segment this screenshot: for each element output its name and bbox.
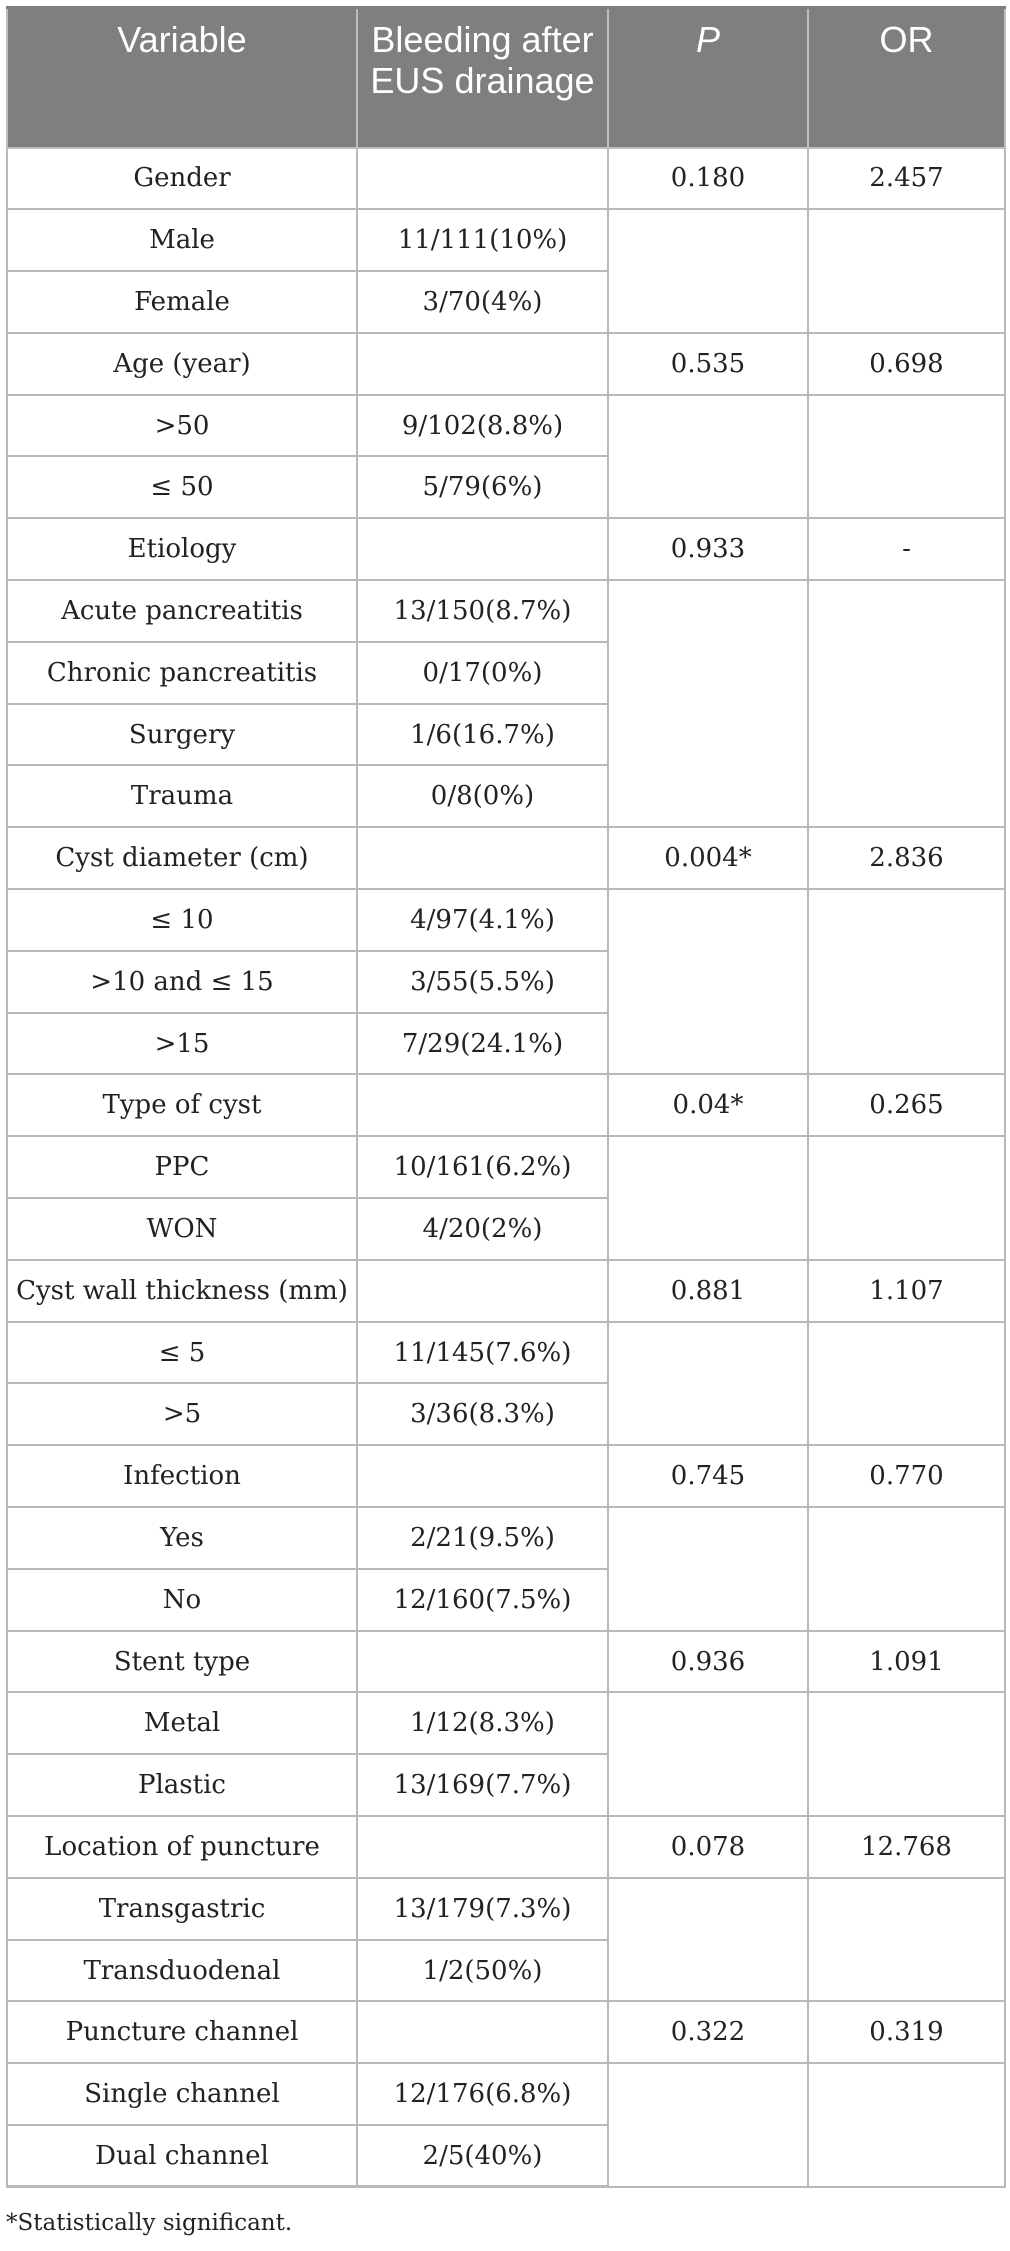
table-body xyxy=(7,148,1005,2187)
bleeding-count-cell: 2/21(9.5%) xyxy=(357,1507,608,1569)
variable-cell: Stent type xyxy=(7,1631,357,1693)
table-row xyxy=(7,1260,1005,1322)
table-subrow xyxy=(7,2063,1005,2125)
variable-cell: Location of puncture xyxy=(7,1816,357,1878)
p-empty-cell xyxy=(608,1692,808,1816)
table-subrow xyxy=(7,889,1005,951)
p-value-cell: 0.933 xyxy=(608,518,808,580)
bleeding-cell xyxy=(357,1631,608,1693)
variable-cell: Type of cyst xyxy=(7,1074,357,1136)
p-value-cell: 0.535 xyxy=(608,333,808,395)
odds-ratio-cell: 0.265 xyxy=(808,1074,1005,1136)
variable-cell: Cyst wall thickness (mm) xyxy=(7,1260,357,1322)
variable-cell: Puncture channel xyxy=(7,2001,357,2063)
variable-cell: Infection xyxy=(7,1445,357,1507)
category-cell: Chronic pancreatitis xyxy=(7,642,357,704)
table-row xyxy=(7,148,1005,210)
bleeding-count-cell: 1/12(8.3%) xyxy=(357,1692,608,1754)
bleeding-count-cell: 5/79(6%) xyxy=(357,456,608,518)
category-cell: >15 xyxy=(7,1013,357,1075)
category-cell: ≤ 5 xyxy=(7,1322,357,1384)
variable-cell: Gender xyxy=(7,148,357,210)
table-subrow xyxy=(7,1692,1005,1754)
bleeding-count-cell: 13/179(7.3%) xyxy=(357,1878,608,1940)
odds-ratio-cell: 0.770 xyxy=(808,1445,1005,1507)
p-value-cell: 0.180 xyxy=(608,148,808,210)
or-empty-cell xyxy=(808,209,1005,333)
table-row xyxy=(7,827,1005,889)
results-table-container xyxy=(6,6,1004,2188)
table-row xyxy=(7,1631,1005,1693)
p-value-cell: 0.881 xyxy=(608,1260,808,1322)
table-row xyxy=(7,1445,1005,1507)
category-cell: WON xyxy=(7,1198,357,1260)
category-cell: >50 xyxy=(7,395,357,457)
bleeding-count-cell: 4/97(4.1%) xyxy=(357,889,608,951)
odds-ratio-cell: 12.768 xyxy=(808,1816,1005,1878)
category-cell: PPC xyxy=(7,1136,357,1198)
table-row xyxy=(7,1816,1005,1878)
p-empty-cell xyxy=(608,1878,808,2002)
bleeding-count-cell: 4/20(2%) xyxy=(357,1198,608,1260)
bleeding-cell xyxy=(357,1445,608,1507)
results-table xyxy=(6,6,1006,2188)
odds-ratio-cell: 1.091 xyxy=(808,1631,1005,1693)
bleeding-cell xyxy=(357,2001,608,2063)
bleeding-count-cell: 13/150(8.7%) xyxy=(357,580,608,642)
category-cell: Surgery xyxy=(7,704,357,766)
bleeding-cell xyxy=(357,148,608,210)
p-value-cell: 0.078 xyxy=(608,1816,808,1878)
p-value-cell: 0.745 xyxy=(608,1445,808,1507)
table-subrow xyxy=(7,1878,1005,1940)
category-cell: Female xyxy=(7,271,357,333)
bleeding-count-cell: 0/8(0%) xyxy=(357,765,608,827)
category-cell: >5 xyxy=(7,1383,357,1445)
p-empty-cell xyxy=(608,889,808,1074)
category-cell: Single channel xyxy=(7,2063,357,2125)
table-row xyxy=(7,1074,1005,1136)
bleeding-count-cell: 3/70(4%) xyxy=(357,271,608,333)
bleeding-count-cell: 10/161(6.2%) xyxy=(357,1136,608,1198)
bleeding-cell xyxy=(357,333,608,395)
table-subrow xyxy=(7,1507,1005,1569)
bleeding-count-cell: 11/111(10%) xyxy=(357,209,608,271)
bleeding-cell xyxy=(357,518,608,580)
bleeding-cell xyxy=(357,1074,608,1136)
bleeding-count-cell: 3/36(8.3%) xyxy=(357,1383,608,1445)
bleeding-count-cell: 1/2(50%) xyxy=(357,1940,608,2002)
odds-ratio-cell: - xyxy=(808,518,1005,580)
category-cell: No xyxy=(7,1569,357,1631)
bleeding-cell xyxy=(357,827,608,889)
bleeding-cell xyxy=(357,1260,608,1322)
table-row xyxy=(7,333,1005,395)
bleeding-count-cell: 12/160(7.5%) xyxy=(357,1569,608,1631)
table-subrow xyxy=(7,1136,1005,1198)
odds-ratio-cell: 0.319 xyxy=(808,2001,1005,2063)
p-empty-cell xyxy=(608,1322,808,1446)
header-variable: Variable xyxy=(7,8,357,148)
header-p: P xyxy=(608,8,808,148)
or-empty-cell xyxy=(808,1507,1005,1631)
header-or: OR xyxy=(808,8,1005,148)
bleeding-count-cell: 2/5(40%) xyxy=(357,2125,608,2187)
or-empty-cell xyxy=(808,2063,1005,2187)
or-empty-cell xyxy=(808,889,1005,1074)
odds-ratio-cell: 1.107 xyxy=(808,1260,1005,1322)
footnote: *Statistically significant. xyxy=(6,2210,293,2236)
or-empty-cell xyxy=(808,395,1005,519)
odds-ratio-cell: 2.457 xyxy=(808,148,1005,210)
table-subrow xyxy=(7,580,1005,642)
p-empty-cell xyxy=(608,580,808,827)
bleeding-cell xyxy=(357,1816,608,1878)
or-empty-cell xyxy=(808,1322,1005,1446)
or-empty-cell xyxy=(808,1878,1005,2002)
p-value-cell: 0.004* xyxy=(608,827,808,889)
p-empty-cell xyxy=(608,209,808,333)
bleeding-count-cell: 11/145(7.6%) xyxy=(357,1322,608,1384)
variable-cell: Etiology xyxy=(7,518,357,580)
bleeding-count-cell: 12/176(6.8%) xyxy=(357,2063,608,2125)
category-cell: ≤ 10 xyxy=(7,889,357,951)
header-bleeding: Bleeding after EUS drainage xyxy=(357,8,608,148)
p-empty-cell xyxy=(608,2063,808,2187)
variable-cell: Age (year) xyxy=(7,333,357,395)
or-empty-cell xyxy=(808,1136,1005,1260)
p-empty-cell xyxy=(608,395,808,519)
header-row xyxy=(7,8,1005,148)
category-cell: Acute pancreatitis xyxy=(7,580,357,642)
bleeding-count-cell: 3/55(5.5%) xyxy=(357,951,608,1013)
odds-ratio-cell: 2.836 xyxy=(808,827,1005,889)
category-cell: Plastic xyxy=(7,1754,357,1816)
bleeding-count-cell: 1/6(16.7%) xyxy=(357,704,608,766)
category-cell: ≤ 50 xyxy=(7,456,357,518)
p-empty-cell xyxy=(608,1136,808,1260)
category-cell: >10 and ≤ 15 xyxy=(7,951,357,1013)
bleeding-count-cell: 9/102(8.8%) xyxy=(357,395,608,457)
category-cell: Yes xyxy=(7,1507,357,1569)
category-cell: Male xyxy=(7,209,357,271)
odds-ratio-cell: 0.698 xyxy=(808,333,1005,395)
table-row xyxy=(7,518,1005,580)
category-cell: Trauma xyxy=(7,765,357,827)
category-cell: Transduodenal xyxy=(7,1940,357,2002)
bleeding-count-cell: 0/17(0%) xyxy=(357,642,608,704)
table-subrow xyxy=(7,395,1005,457)
table-row xyxy=(7,2001,1005,2063)
category-cell: Dual channel xyxy=(7,2125,357,2187)
or-empty-cell xyxy=(808,1692,1005,1816)
variable-cell: Cyst diameter (cm) xyxy=(7,827,357,889)
category-cell: Metal xyxy=(7,1692,357,1754)
p-empty-cell xyxy=(608,1507,808,1631)
p-value-cell: 0.322 xyxy=(608,2001,808,2063)
bleeding-count-cell: 7/29(24.1%) xyxy=(357,1013,608,1075)
or-empty-cell xyxy=(808,580,1005,827)
p-value-cell: 0.04* xyxy=(608,1074,808,1136)
bleeding-count-cell: 13/169(7.7%) xyxy=(357,1754,608,1816)
table-subrow xyxy=(7,209,1005,271)
p-value-cell: 0.936 xyxy=(608,1631,808,1693)
table-subrow xyxy=(7,1322,1005,1384)
category-cell: Transgastric xyxy=(7,1878,357,1940)
